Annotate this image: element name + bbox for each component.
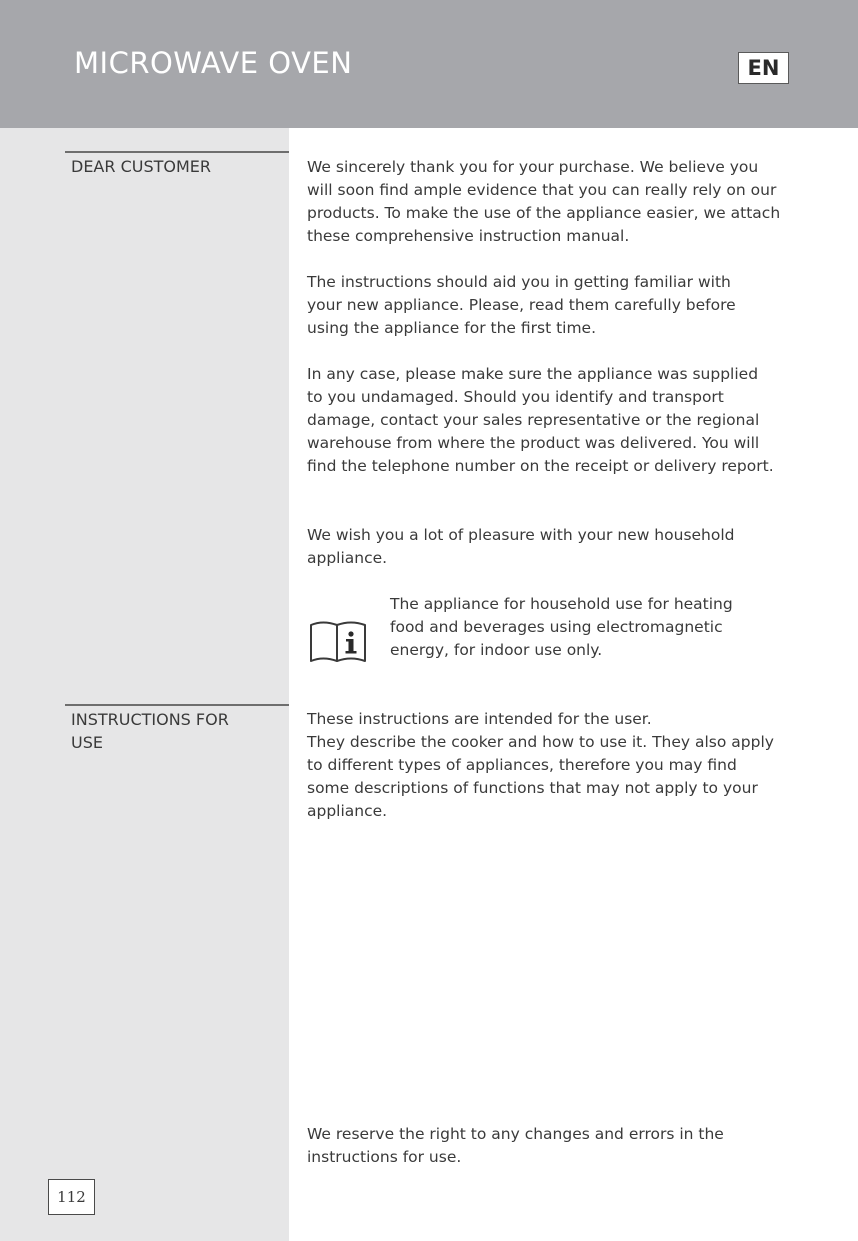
language-badge: EN (738, 52, 789, 84)
paragraph: We wish you a lot of pleasure with your new household appliance. (307, 526, 735, 567)
page-header (0, 0, 858, 128)
paragraph: We sincerely thank you for your purchase. We believe you will soon find ample evidence that you can really rely on our products. To make the use of the appliance easier, we attach these comprehensive instruction manual. (307, 158, 781, 245)
sidebar-column (0, 128, 289, 1241)
section-divider (65, 704, 289, 706)
paragraph: These instructions are intended for the user. (307, 710, 652, 728)
paragraph: The instructions should aid you in getting familiar with your new appliance. Please, read them carefully before using the appliance for the first time. (307, 273, 736, 337)
info-note-text: The appliance for household use for heating food and beverages using electromagnetic energy, for indoor use only. (390, 595, 733, 659)
document-title: MICROWAVE OVEN (74, 46, 353, 80)
info-book-icon (308, 619, 368, 665)
paragraph: In any case, please make sure the appliance was supplied to you undamaged. Should you identify and transport damage, contact your sales representative or the regional warehouse from where the product was delivered. You will find the telephone number on the receipt or delivery report. (307, 365, 774, 475)
paragraph: They describe the cooker and how to use it. They also apply to different types of appliances, therefore you may find some descriptions of functions that may not apply to your appliance. (307, 733, 774, 820)
disclaimer-text: We reserve the right to any changes and errors in the instructions for use. (307, 1125, 724, 1166)
section-heading-dear-customer: DEAR CUSTOMER (71, 157, 212, 176)
section-heading-instructions-for-use: INSTRUCTIONS FOR USE (71, 710, 229, 752)
page-number: 112 (48, 1179, 95, 1215)
section-divider (65, 151, 289, 153)
